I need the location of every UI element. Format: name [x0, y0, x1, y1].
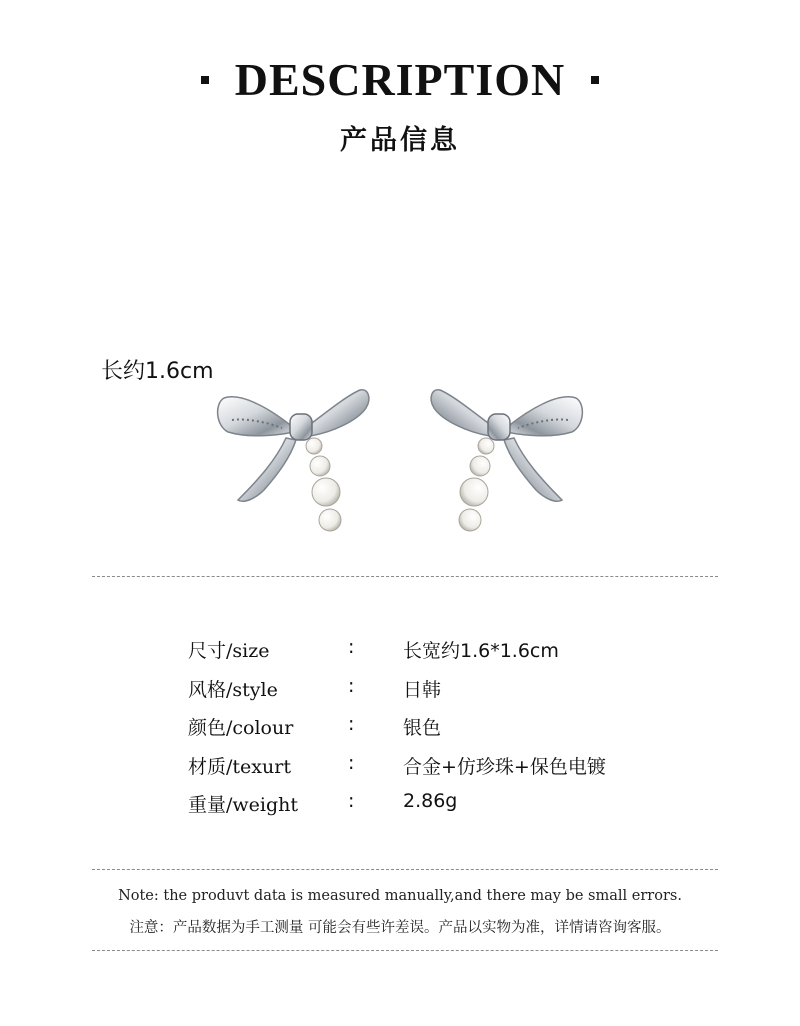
bullet-dot-right: [591, 76, 599, 84]
spec-value: 合金+仿珍珠+保色电镀: [403, 755, 606, 778]
note-chinese: 注意：产品数据为手工测量 可能会有些许差误。产品以实物为准，详情请咨询客服。: [129, 920, 671, 936]
divider-bottom: [92, 950, 718, 951]
divider-top: [92, 576, 718, 577]
earring-right-image: [418, 380, 588, 540]
spec-label: 颜色/colour: [188, 717, 294, 739]
spec-value: 长宽约1.6*1.6cm: [403, 640, 559, 662]
divider-middle: [92, 869, 718, 870]
spec-row-weight: [188, 782, 628, 821]
spec-label: 尺寸/size: [188, 640, 270, 662]
spec-colon: :: [348, 636, 355, 658]
bullet-dot-left: [201, 76, 209, 84]
earring-left-image: [212, 380, 382, 540]
length-label: 长约1.6cm: [101, 359, 214, 384]
note-english: Note: the produvt data is measured manually,and there may be small errors.: [118, 888, 682, 904]
spec-colon: :: [348, 751, 355, 774]
spec-label: 重量/weight: [188, 794, 299, 816]
spec-row-style: [188, 667, 628, 706]
spec-label: 风格/style: [188, 678, 278, 701]
spec-value: 日韩: [403, 678, 442, 701]
spec-row-colour: [188, 705, 628, 744]
spec-colon: :: [348, 790, 355, 812]
page-subtitle: 产品信息: [340, 125, 460, 156]
spec-row-material: [188, 744, 628, 783]
spec-value: 银色: [403, 717, 442, 739]
spec-value: 2.86g: [403, 790, 458, 812]
spec-table: [188, 628, 628, 821]
spec-colon: :: [348, 674, 355, 697]
spec-label: 材质/texurt: [188, 755, 291, 778]
page-title: DESCRIPTION: [234, 54, 566, 105]
spec-colon: :: [348, 713, 355, 735]
spec-row-size: [188, 628, 628, 667]
title-row: [0, 52, 800, 108]
